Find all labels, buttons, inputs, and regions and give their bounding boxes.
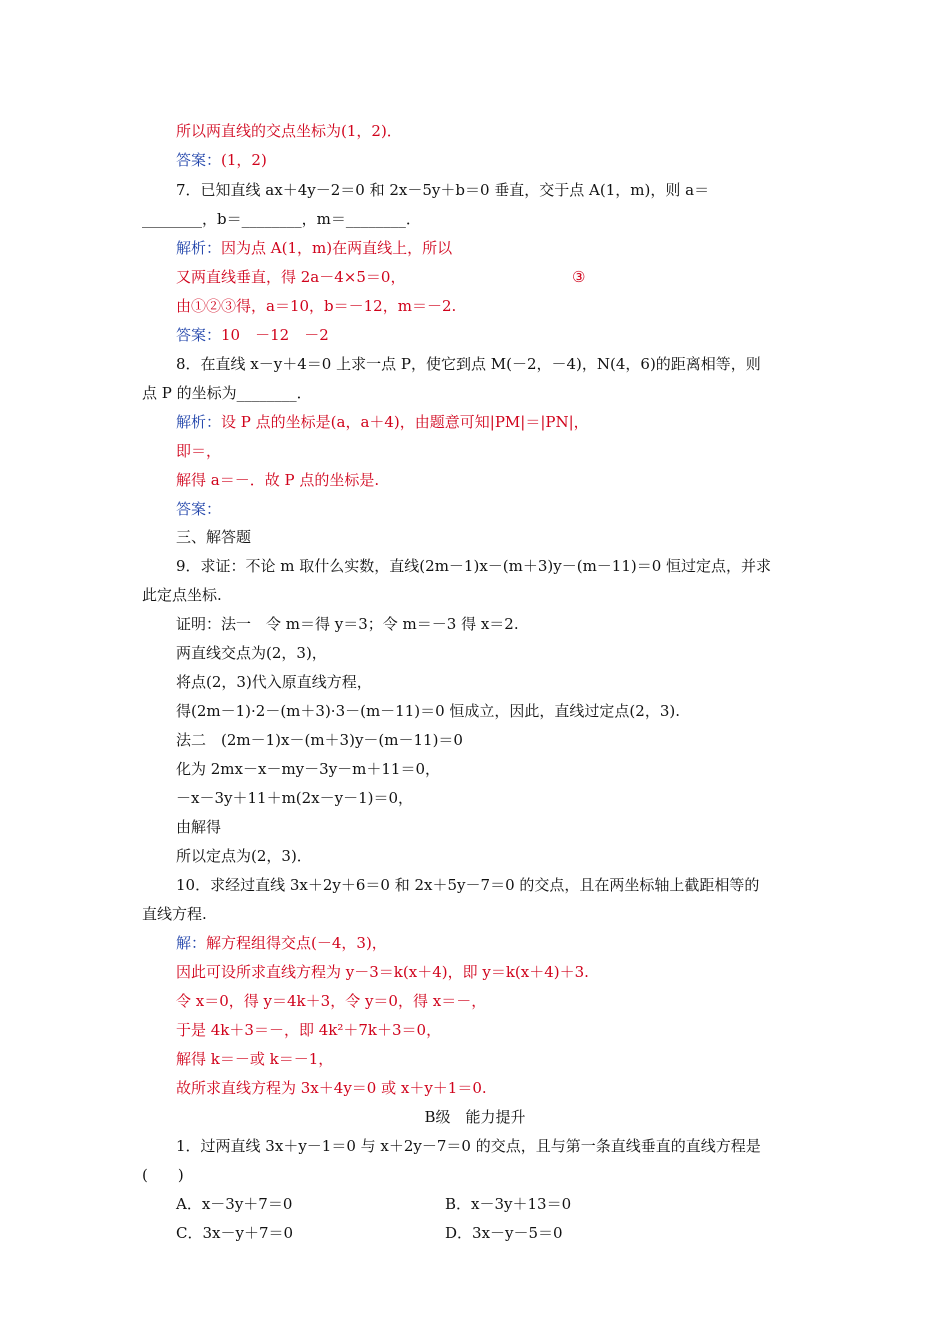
line-text: －x－3y＋11＋m(2x－y－1)＝0， [176, 789, 414, 807]
line-text: 所以定点为(2，3)． [176, 847, 312, 865]
option-a: A．x－3y＋7＝0 [176, 1195, 293, 1213]
line-text-continuation: (1，2) [221, 151, 267, 169]
line-text: 即＝， [176, 442, 222, 460]
line-text-continuation: 设 P 点的坐标是(a，a＋4)，由题意可知|PM|＝|PN|， [221, 413, 589, 431]
line-text: 点 P 的坐标为________． [142, 384, 312, 402]
line-text: 由①②③得，a＝10，b＝－12，m＝－2. [176, 297, 457, 315]
text-line [176, 817, 221, 837]
line-text: 所以两直线的交点坐标为(1，2)． [176, 122, 402, 140]
text-line [176, 1020, 441, 1040]
text-line [176, 238, 452, 258]
text-line [176, 470, 379, 490]
line-text-continuation: 10 －12 －2 [221, 326, 329, 344]
text-line [176, 267, 405, 287]
text-line [176, 991, 486, 1011]
text-line [142, 585, 222, 605]
line-text: 此定点坐标. [142, 586, 222, 604]
line-text: 解析： [176, 239, 222, 257]
line-text: 解得 k＝－或 k＝－1， [176, 1050, 334, 1068]
text-line [142, 383, 312, 403]
line-text: 证明：法一 令 m＝得 y＝3；令 m＝－3 得 x＝2. [176, 615, 519, 633]
line-text-continuation: 解方程组得交点(－4，3)， [206, 934, 387, 952]
line-text: 10．求经过直线 3x＋2y＋6＝0 和 2x＋5y－7＝0 的交点，且在两坐标轴上截距相等的 [176, 876, 760, 894]
text-line [142, 904, 207, 924]
line-text-continuation: 因为点 A(1，m)在两直线上，所以 [221, 239, 453, 257]
line-text: 答案： [176, 151, 222, 169]
option-b: B．x－3y＋13＝0 [445, 1195, 572, 1213]
line-text: 将点(2，3)代入原直线方程， [176, 673, 372, 691]
text-line [176, 499, 221, 519]
text-line [176, 527, 251, 547]
text-line [176, 672, 372, 692]
text-line [176, 325, 329, 345]
line-text: 又两直线垂直，得 2a－4×5＝0， [176, 268, 406, 286]
text-line [176, 730, 463, 750]
option-c: C．3x－y＋7＝0 [176, 1224, 294, 1242]
text-line [176, 441, 221, 461]
line-text: 解： [176, 934, 207, 952]
text-line [176, 556, 771, 576]
line-text: 答案： [176, 326, 222, 344]
text-line [176, 846, 312, 866]
line-text: 直线方程. [142, 905, 207, 923]
option-d: D．3x－y－5＝0 [445, 1224, 563, 1242]
line-text: 三、解答题 [176, 528, 252, 546]
line-text: 7．已知直线 ax＋4y－2＝0 和 2x－5y＋b＝0 垂直，交于点 A(1，m)，则 a＝ [176, 181, 710, 199]
line-text: 得(2m－1)·2－(m＋3)·3－(m－11)＝0 恒成立，因此，直线过定点(2，3). [176, 702, 680, 720]
text-line [176, 150, 267, 170]
text-line [176, 180, 709, 200]
line-text: 由解得 [176, 818, 222, 836]
text-line [176, 296, 456, 316]
line-text: 因此可设所求直线方程为 y－3＝k(x＋4)，即 y＝k(x＋4)＋3. [176, 963, 589, 981]
line-text: 于是 4k＋3＝－，即 4k²＋7k＋3＝0， [176, 1021, 442, 1039]
text-line [176, 354, 761, 374]
line-text: 1．过两直线 3x＋y－1＝0 与 x＋2y－7＝0 的交点，且与第一条直线垂直的直线方程是 [176, 1137, 761, 1155]
line-text: 8．在直线 x－y＋4＝0 上求一点 P，使它到点 M(－2，－4)，N(4，6)的距离相等，则 [176, 355, 761, 373]
line-text: ( ) [142, 1166, 184, 1184]
text-line [142, 1165, 184, 1185]
equation-marker-3: ③ [572, 268, 586, 286]
text-line [142, 209, 421, 229]
text-line [176, 1136, 761, 1156]
text-line [176, 701, 680, 721]
text-line [176, 643, 327, 663]
text-line [176, 933, 387, 953]
line-text: 法二 (2m－1)x－(m＋3)y－(m－11)＝0 [176, 731, 463, 749]
line-text: ________，b＝________，m＝________． [142, 210, 421, 228]
line-text: 化为 2mx－x－my－3y－m＋11＝0， [176, 760, 441, 778]
line-text: 解得 a＝－．故 P 点的坐标是. [176, 471, 380, 489]
text-line [176, 1049, 333, 1069]
line-text: 解析： [176, 413, 222, 431]
text-line [176, 121, 402, 141]
text-line [176, 875, 759, 895]
line-text: 两直线交点为(2，3)， [176, 644, 327, 662]
section-heading-b: B级 能力提升 [424, 1108, 526, 1126]
text-line [176, 759, 440, 779]
line-text: 答案： [176, 500, 222, 518]
text-line [176, 962, 589, 982]
line-text: 令 x＝0，得 y＝4k＋3，令 y＝0，得 x＝－， [176, 992, 487, 1010]
text-line [176, 412, 589, 432]
text-line [176, 788, 413, 808]
text-line [176, 614, 519, 634]
text-line [176, 1078, 487, 1098]
line-text: 故所求直线方程为 3x＋4y＝0 或 x＋y＋1＝0. [176, 1079, 487, 1097]
line-text: 9．求证：不论 m 取什么实数，直线(2m－1)x－(m＋3)y－(m－11)＝0 恒过定点，并求 [176, 557, 772, 575]
